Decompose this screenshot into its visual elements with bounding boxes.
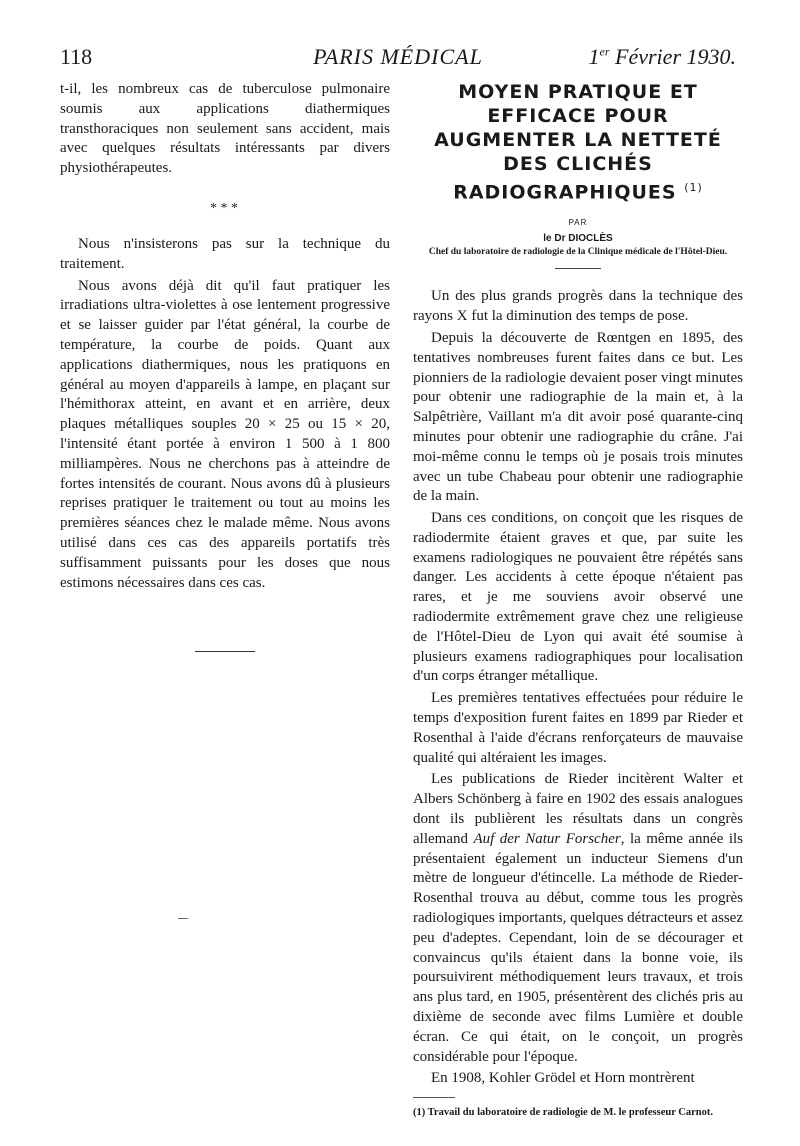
p5-text-a: Les publications de Rieder incitèrent Walter et Albers Schönberg à faire en 1902 des essais analogues dont ils publièrent les résultats dans un congrès allemand: [413, 771, 743, 847]
article-title: [413, 80, 743, 204]
article-title-text: MOYEN PRATIQUE ET EFFICACE POUR AUGMENTER LA NETTETÉ DES CLICHÉS RADIOGRAPHIQUES: [434, 81, 722, 204]
issue-date-sup: er: [599, 44, 610, 59]
paragraph-continuation: t-il, les nombreux cas de tuberculose pulmonaire soumis aux applications diathermiques transthoraciques non seulement sans accident, mais avec quelques résultats intéressants par divers physiothérapeutes.: [60, 81, 390, 177]
p5-text-b: , la même année ils présentaient également un inducteur Siemens d'un mètre de longueur d'étincelle. La méthode de Rieder-Rosenthal trouva au début, comme tous les progrès radiologiques importants, quelques détracteurs et assez peu d'adeptes. Cependant, loin de se décourager et convaincus qu'ils étaient dans la bonne voie, ils poursuivirent méthodiquement leurs travaux, et trois ans plus tard, en 1905, présentèrent des clichés pris au dixième de seconde avec films Lumière et double écran. Ce qui était, on le conçoit, un progrès considérable pour l'époque.: [413, 830, 743, 1065]
issue-date-day: 1: [588, 44, 600, 69]
p5-italic-title: Auf der Natur Forscher: [473, 830, 621, 847]
byline-par: PAR: [568, 218, 588, 228]
paragraph-irradiations: Nous avons déjà dit qu'il faut pratiquer les irradiations ultra-violettes à ose lentement progressive et se laisser guider par l'état général, la courbe de température, la courbe de poids. Quant aux applications diathermiques, nous les pratiquons en général au moyen d'appareils à lampe, en plaçant sur l'hémithorax atteint, en avant et en arrière, deux plaques métalliques souples 20 × 25 ou 15 × 20, l'intensité étant portée à environ 1 500 à 1 800 milliampères. Nous ne cherchons pas à atteindre de fortes intensités de courant. Nous avons dû à plusieurs reprises pratiquer le traitement ou tout au moins les premières séances chez le malade même. Nous avons utilisé dans ces cas des appareils portatifs très suffisamment puissants pour les doses que nous estimons nécessaires dans ces cas.: [60, 277, 390, 591]
issue-date-rest: Février 1930.: [615, 44, 736, 69]
stars-text: * * *: [210, 200, 238, 216]
article-paragraph-2: Depuis la découverte de Rœntgen en 1895, des tentatives nombreuses furent faites dans ce but. Les pionniers de la radiologie devaient poser vingt minutes pour obtenir une radiographie de la main et, à la Salpêtrière, Vaillant m'a dit avoir posé quarante-cinq minutes pour obtenir une radiographie du crâne. J'ai moi-même connu le temps où je posais trois minutes avec un tube Chabeau pour obtenir une radiographie de la main.: [413, 329, 743, 505]
column-end-rule: [195, 651, 255, 652]
footnote: (1) Travail du laboratoire de radiologie de M. le professeur Carnot.: [413, 1107, 714, 1119]
author-affiliation: Chef du laboratoire de radiologie de la Clinique médicale de l'Hôtel-Dieu.: [428, 247, 728, 258]
left-column: [60, 80, 390, 652]
section-separator-stars: [60, 195, 390, 225]
running-header: [60, 44, 736, 78]
page-number: 118: [60, 44, 93, 69]
decorative-dash: [178, 918, 188, 919]
issue-date: [589, 44, 736, 70]
journal-title: PARIS MÉDICAL: [313, 44, 483, 69]
paragraph-technique: Nous n'insisterons pas sur la technique du traitement.: [60, 235, 390, 272]
byline-rule: [555, 268, 601, 269]
article-paragraph-1: Un des plus grands progrès dans la technique des rayons X fut la diminution des temps de pose.: [413, 288, 743, 325]
footnote-rule: [413, 1097, 455, 1098]
article-paragraph-5: [413, 770, 743, 1067]
article-paragraph-4: Les premières tentatives effectuées pour réduire le temps d'exposition furent faites en 1899 par Rieder et Rosenthal à l'aide d'écrans renforçateurs de mauvaise qualité qui altéraient les images.: [413, 690, 743, 766]
right-column: [413, 80, 743, 1120]
title-footnote-marker: (1): [684, 181, 703, 194]
author-name: le Dr DIOCLÈS: [543, 233, 613, 245]
article-paragraph-6: En 1908, Kohler Grödel et Horn montrèrent: [431, 1070, 695, 1087]
article-paragraph-3: Dans ces conditions, on conçoit que les risques de radiodermite étaient graves et que, par suite les examens radiologiques ne pouvaient être répétés sans danger. Les accidents à cette époque n'étaient pas rares, et je me souviens avoir observé une radiodermite extrêmement grave chez une religieuse de l'Hôtel-Dieu de Lyon qui avait été soumise à plusieurs examens radiographiques pour localisation d'un corps étranger métallique.: [413, 510, 743, 685]
